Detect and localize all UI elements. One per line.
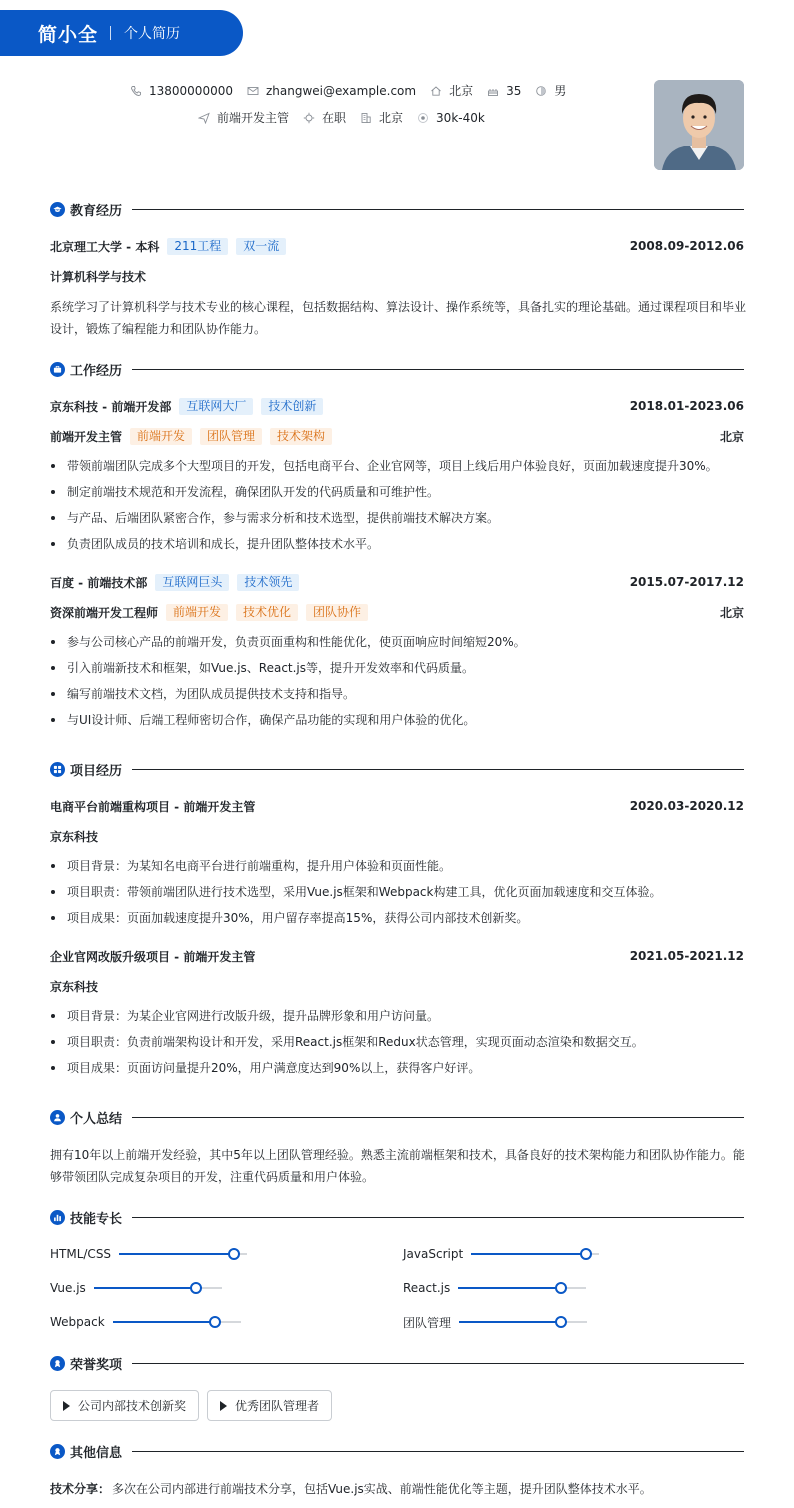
company-tag: 技术领先 — [237, 574, 299, 591]
section-divider — [132, 769, 744, 770]
info-icon — [50, 1444, 65, 1459]
section-title-honors: 荣誉奖项 — [70, 1357, 123, 1373]
award-item — [50, 1390, 199, 1421]
skill-item — [50, 1245, 247, 1263]
contact-row-2 — [198, 109, 499, 126]
section-other — [50, 1442, 744, 1460]
skill-name: 团队管理 — [403, 1315, 452, 1330]
contact-gender — [535, 82, 566, 99]
work-company: 京东科技 - 前端开发部 — [50, 399, 172, 414]
email-address: zhangwei@example.com — [265, 83, 417, 98]
status-icon — [303, 112, 315, 124]
list-item: 编写前端技术文档，为团队成员提供技术支持和指导。 — [50, 685, 744, 711]
skill-fill — [471, 1253, 586, 1255]
work-1-header — [50, 397, 744, 415]
age-value: 35 — [506, 83, 522, 98]
skill-fill — [119, 1253, 234, 1255]
project-1-bullets — [50, 857, 744, 935]
contact-home-city — [430, 82, 473, 99]
list-item: 项目成果：页面访问量提升20%，用户满意度达到90%以上，获得客户好评。 — [50, 1059, 744, 1085]
skill-name: JavaScript — [403, 1247, 464, 1261]
banner-divider — [110, 26, 111, 40]
list-item: 项目职责：负责前端架构设计和开发，采用React.js框架和Redux状态管理，实现页面动态渲染和数据交互。 — [50, 1033, 744, 1059]
education-description: 系统学习了计算机科学与技术专业的核心课程，包括数据结构、算法设计、操作系统等，具备扎实的理论基础。通过课程项目和毕业设计，锻炼了编程能力和团队协作能力。 — [50, 300, 747, 336]
contact-position — [198, 109, 289, 126]
work-2-bullets — [50, 633, 744, 737]
mail-icon — [247, 85, 259, 97]
project-1-company-row — [50, 827, 744, 845]
project-company: 京东科技 — [50, 829, 99, 844]
bar-chart-icon — [50, 1210, 65, 1225]
role-tag: 技术架构 — [270, 428, 332, 445]
skill-item — [50, 1279, 222, 1297]
work-company: 百度 - 前端技术部 — [50, 575, 148, 590]
role-tag: 前端开发 — [166, 604, 228, 621]
company-tag: 技术创新 — [261, 398, 323, 415]
work-city: 北京 — [379, 111, 404, 125]
play-triangle-icon — [220, 1401, 227, 1411]
skill-bar — [458, 1287, 586, 1289]
school-name: 北京理工大学 - 本科 — [50, 239, 160, 254]
graduation-cap-icon — [50, 202, 65, 217]
role-tag: 技术优化 — [236, 604, 298, 621]
project-2-bullets — [50, 1007, 744, 1085]
list-item: 项目背景：为某知名电商平台进行前端重构，提升用户体验和页面性能。 — [50, 857, 744, 883]
avatar-portrait — [654, 80, 744, 170]
skill-name: Webpack — [50, 1315, 105, 1329]
project-title: 企业官网改版升级项目 - 前端开发主管 — [50, 949, 256, 964]
skill-item — [403, 1245, 599, 1263]
work-1-role-row — [50, 427, 744, 445]
status-value: 在职 — [322, 111, 347, 125]
position-value: 前端开发主管 — [217, 111, 290, 125]
skill-knob — [555, 1316, 567, 1328]
skill-item — [403, 1313, 587, 1331]
section-title-education: 教育经历 — [70, 203, 123, 219]
skill-knob — [228, 1248, 240, 1260]
skill-item — [50, 1313, 241, 1331]
skill-bar — [471, 1253, 599, 1255]
company-tag: 互联网巨头 — [155, 574, 229, 591]
list-item: 与产品、后端团队紧密合作，参与需求分析和技术选型，提供前端技术解决方案。 — [50, 509, 744, 535]
resume-subtitle: 个人简历 — [124, 26, 181, 42]
skill-fill — [113, 1321, 215, 1323]
school-tag: 双一流 — [236, 238, 286, 255]
work-role: 前端开发主管 — [50, 429, 123, 444]
section-honors — [50, 1354, 744, 1372]
list-item: 引入前端新技术和框架，如Vue.js、React.js等，提升开发效率和代码质量。 — [50, 659, 744, 685]
skill-bar — [94, 1287, 222, 1289]
list-item: 项目职责：带领前端团队进行技术选型，采用Vue.js框架和Webpack构建工具，优化页面加载速度和交互体验。 — [50, 883, 744, 909]
section-divider — [132, 1117, 744, 1118]
briefcase-icon — [50, 362, 65, 377]
section-skills — [50, 1208, 744, 1226]
contact-phone — [130, 84, 233, 98]
home-city: 北京 — [449, 84, 474, 98]
profile-photo — [654, 80, 744, 170]
work-1-bullets — [50, 457, 744, 561]
skill-bar — [113, 1321, 241, 1323]
role-tag: 团队协作 — [306, 604, 368, 621]
contact-work-city — [360, 109, 403, 126]
work-role: 资深前端开发工程师 — [50, 605, 159, 620]
grid-icon — [50, 762, 65, 777]
salary-icon — [417, 112, 429, 124]
list-item: 项目成果：页面加载速度提升30%，用户留存率提高15%，获得公司内部技术创新奖。 — [50, 909, 744, 935]
skill-fill — [459, 1321, 561, 1323]
section-divider — [132, 1363, 744, 1364]
gender-icon — [535, 85, 547, 97]
summary-text: 拥有10年以上前端开发经验，其中5年以上团队管理经验。熟悉主流前端框架和技术，具备良好的技术架构能力和团队协作能力。能够带领团队完成复杂项目的开发，注重代码质量和用户体验。 — [50, 1148, 745, 1184]
award-icon — [50, 1356, 65, 1371]
company-tag: 互联网大厂 — [179, 398, 253, 415]
other-info-text: 多次在公司内部进行前端技术分享，包括Vue.js实战、前端性能优化等主题，提升团队整体技术水平。 — [112, 1481, 652, 1496]
section-education — [50, 200, 744, 218]
section-title-projects: 项目经历 — [70, 763, 123, 779]
project-company: 京东科技 — [50, 979, 99, 994]
skill-name: React.js — [403, 1281, 451, 1295]
section-summary — [50, 1108, 744, 1126]
skill-knob — [209, 1316, 221, 1328]
other-info-label: 技术分享： — [50, 1481, 111, 1496]
list-item: 项目背景：为某企业官网进行改版升级，提升品牌形象和用户访问量。 — [50, 1007, 744, 1033]
list-item: 带领前端团队完成多个大型项目的开发，包括电商平台、企业官网等，项目上线后用户体验良好，页面加载速度提升30%。 — [50, 457, 744, 483]
section-divider — [132, 209, 744, 210]
contact-row-1 — [130, 82, 580, 99]
section-work — [50, 360, 744, 378]
skill-name: Vue.js — [50, 1281, 86, 1295]
section-divider — [132, 369, 744, 370]
project-1-header — [50, 797, 744, 815]
user-icon — [50, 1110, 65, 1125]
section-title-work: 工作经历 — [70, 363, 123, 379]
work-city: 北京 — [719, 429, 744, 444]
major-name: 计算机科学与技术 — [50, 269, 147, 284]
award-name: 公司内部技术创新奖 — [78, 1399, 187, 1413]
position-icon — [198, 112, 210, 124]
section-title-other: 其他信息 — [70, 1445, 123, 1461]
candidate-name: 简小全 — [38, 23, 99, 46]
award-name: 优秀团队管理者 — [235, 1399, 320, 1413]
skill-bar — [119, 1253, 247, 1255]
home-icon — [430, 85, 442, 97]
other-info-row — [50, 1479, 744, 1497]
education-major-row — [50, 267, 744, 285]
section-divider — [132, 1451, 744, 1452]
contact-age — [487, 84, 521, 98]
list-item: 与UI设计师、后端工程师密切合作，确保产品功能的实现和用户体验的优化。 — [50, 711, 744, 737]
list-item: 负责团队成员的技术培训和成长，提升团队整体技术水平。 — [50, 535, 744, 561]
section-projects — [50, 760, 744, 778]
gender-value: 男 — [554, 84, 567, 98]
building-icon — [360, 112, 372, 124]
phone-number: 13800000000 — [149, 83, 233, 98]
skill-knob — [580, 1248, 592, 1260]
phone-icon — [130, 85, 142, 97]
education-date: 2008.09-2012.06 — [629, 239, 744, 253]
contact-email — [247, 84, 416, 98]
school-tag: 211工程 — [167, 238, 228, 255]
play-triangle-icon — [63, 1401, 70, 1411]
work-2-role-row — [50, 603, 744, 621]
skill-item — [403, 1279, 586, 1297]
skill-fill — [94, 1287, 196, 1289]
work-date: 2015.07-2017.12 — [629, 575, 744, 589]
work-date: 2018.01-2023.06 — [629, 399, 744, 413]
list-item: 参与公司核心产品的前端开发，负责页面重构和性能优化，使页面响应时间缩短20%。 — [50, 633, 744, 659]
section-title-skills: 技能专长 — [70, 1211, 123, 1227]
section-divider — [132, 1217, 744, 1218]
salary-value: 30k-40k — [436, 110, 485, 125]
work-city: 北京 — [719, 605, 744, 620]
role-tag: 前端开发 — [130, 428, 192, 445]
contact-salary — [417, 111, 485, 125]
skill-name: HTML/CSS — [50, 1247, 112, 1261]
work-2-header — [50, 573, 744, 591]
project-date: 2020.03-2020.12 — [629, 799, 744, 813]
award-item — [207, 1390, 332, 1421]
skill-fill — [458, 1287, 560, 1289]
skill-bar — [459, 1321, 587, 1323]
age-icon — [487, 85, 499, 97]
role-tag: 团队管理 — [200, 428, 262, 445]
contact-status — [303, 109, 346, 126]
list-item: 制定前端技术规范和开发流程，确保团队开发的代码质量和可维护性。 — [50, 483, 744, 509]
section-title-summary: 个人总结 — [70, 1111, 123, 1127]
project-date: 2021.05-2021.12 — [629, 949, 744, 963]
project-2-header — [50, 947, 744, 965]
project-title: 电商平台前端重构项目 - 前端开发主管 — [50, 799, 256, 814]
skill-knob — [190, 1282, 202, 1294]
skill-knob — [555, 1282, 567, 1294]
name-banner — [0, 10, 243, 56]
project-2-company-row — [50, 977, 744, 995]
education-header — [50, 237, 744, 255]
